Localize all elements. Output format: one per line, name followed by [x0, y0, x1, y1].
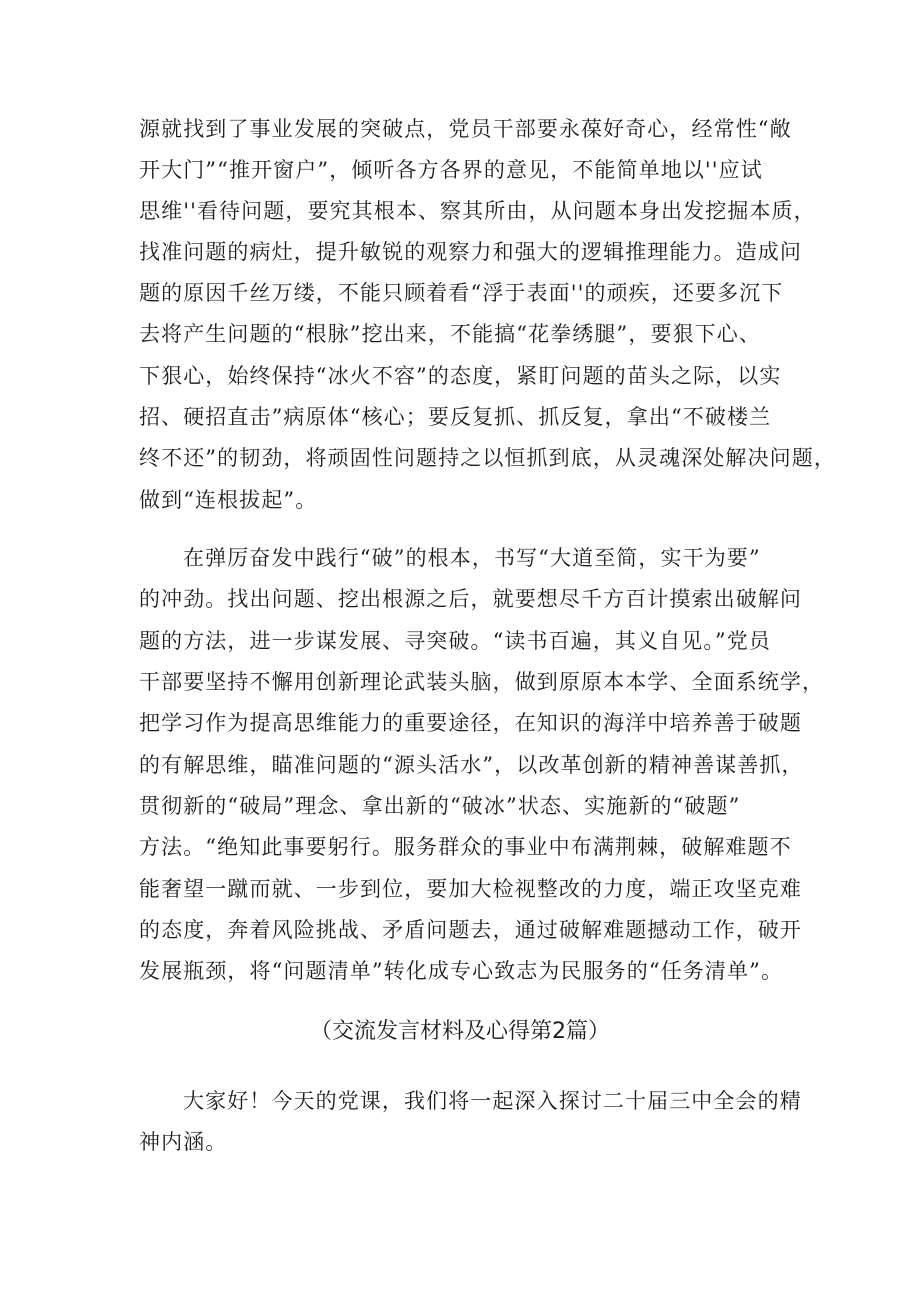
paragraph-line: 贯彻新的“破局”理念、拿出新的“破冰”状态、实施新的“破题”	[139, 794, 741, 818]
paragraph-line: 思维''看待问题，要究其根本、察其所由，从问题本身出发挖掘本质，	[139, 199, 816, 223]
paragraph-line: 去将产生问题的“根脉”挖出来，不能搞“花拳绣腿”，要狠下心、	[139, 322, 761, 346]
paragraph-line: 的有解思维，瞄准问题的“源头活水”，以改革创新的精神善谋善抓，	[139, 753, 804, 777]
paragraph-line: 下狠心，始终保持“冰火不容”的态度，紧盯问题的苗头之际，以实	[139, 364, 782, 388]
paragraph-line: 找准问题的病灶，提升敏锐的观察力和强大的逻辑推理能力。造成问	[139, 240, 802, 264]
paragraph-line: 做到“连根拔起”。	[139, 488, 318, 512]
paragraph-line: 神内涵。	[139, 1130, 228, 1154]
paragraph-line: 大家好！今天的党课，我们将一起深入探讨二十届三中全会的精	[183, 1089, 802, 1113]
paragraph-line: 在弹厉奋发中践行“破”的根本，书写“大道至简，实干为要”	[183, 546, 761, 570]
paragraph-line: 把学习作为提高思维能力的重要途径，在知识的海洋中培养善于破题	[139, 711, 802, 735]
paragraph-line: 招、硬招直击”病原体“核心；要反复抓、抓反复，拿出“不破楼兰	[139, 405, 772, 429]
paragraph-line: 终不还”的韧劲，将顽固性问题持之以恒抓到底，从灵魂深处解决问题，	[139, 446, 836, 470]
paragraph-line: 发展瓶颈，将“问题清单”转化成专心致志为民服务的“任务清单”。	[139, 959, 784, 983]
paragraph-line: 题的原因千丝万缕，不能只顾着看“浮于表面''的顽疾，还要多沉下	[139, 281, 784, 305]
paragraph-line: 的冲劲。找出问题、挖出根源之后，就要想尽千方百计摸索出破解问	[139, 587, 802, 611]
paragraph-line: 题的方法，进一步谋发展、寻突破。“读书百遍，其义自见。”党员	[139, 629, 771, 653]
paragraph-line: 能奢望一蹴而就、一步到位，要加大检视整改的力度，端正攻坚克难	[139, 877, 802, 901]
paragraph-line: 的态度，奔着风险挑战、矛盾问题去，通过破解难题撼动工作，破开	[139, 918, 802, 942]
paragraph-line: 源就找到了事业发展的突破点，党员干部要永葆好奇心，经常性“敞	[139, 117, 792, 141]
paragraph-line: 干部要坚持不懈用创新理论武装头脑，做到原原本本学、全面系统学，	[139, 670, 825, 694]
paragraph-line: 开大门”“推开窗户”，倾听各方各界的意见，不能简单地以''应试	[139, 158, 763, 182]
section-heading: （交流发言材料及心得第2篇）	[310, 1019, 610, 1044]
paragraph-line: 方法。“绝知此事要躬行。服务群众的事业中布满荆棘，破解难题不	[139, 835, 792, 859]
